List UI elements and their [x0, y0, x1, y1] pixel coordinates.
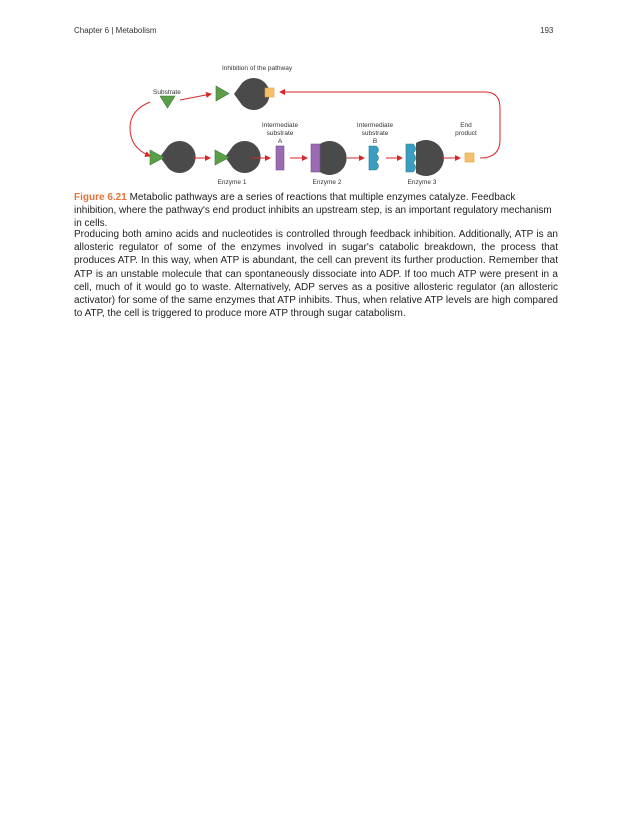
substrate-bound-1 — [150, 150, 164, 165]
enzyme-2-label: Enzyme 2 — [312, 179, 342, 186]
intermediate-b-label-2: substrate — [361, 130, 389, 137]
intermediate-b-bound — [406, 144, 416, 172]
pathway-diagram — [0, 0, 630, 200]
enzyme-1a — [160, 141, 196, 173]
enzyme-1-label: Enzyme 1 — [217, 179, 247, 186]
caption-text: Metabolic pathways are a series of reactions that multiple enzymes catalyze. Feedback inhibition, where the pathway's end product inhibits an upstream step, is an important regulatory mechanism in cells. — [74, 192, 552, 229]
arrow-substrate-to-enzyme1 — [130, 102, 150, 156]
end-product-label-2: product — [455, 130, 477, 137]
substrate-bound-2 — [215, 150, 229, 165]
intermediate-b — [369, 146, 379, 170]
enzyme-3 — [416, 140, 444, 176]
intermediate-a-bound — [311, 144, 320, 172]
substrate-label: Substrate — [153, 89, 181, 96]
metabolic-pathway-figure — [0, 0, 630, 200]
figure-label: Figure 6.21 — [74, 192, 127, 203]
intermediate-a — [276, 146, 284, 170]
inhibited-enzyme — [234, 78, 270, 110]
substrate-blocked — [216, 86, 229, 101]
end-product-label-1: End — [460, 122, 472, 129]
body-paragraph: Producing both amino acids and nucleotides is controlled through feedback inhibition. Additionally, ATP is an allosteric regulator of some of the enzymes involved in sugar's catabolic breakdown, the process that produces ATP. In this way, when ATP is abundant, the cell can prevent its further production. Remember that ATP is an unstable molecule that can spontaneously dissociate into ADP. If too much ATP were present in a cell, much of it would go to waste. Alternatively, ADP serves as a positive allosteric regulator (an allosteric activator) for some of the same enzymes that ATP inhibits. Thus, when relative ATP levels are high compared to ATP, the cell is triggered to produce more ATP through sugar catabolism. — [74, 229, 558, 320]
inhibition-label: Inhibition of the pathway — [222, 65, 293, 72]
figure-caption — [74, 191, 558, 230]
intermediate-b-label-3: B — [372, 138, 378, 145]
end-product — [465, 153, 474, 162]
enzyme-3-label: Enzyme 3 — [407, 179, 437, 186]
page-number: 193 — [540, 26, 554, 35]
enzyme-1b — [225, 141, 261, 173]
bound-end-product — [265, 88, 274, 97]
intermediate-b-label-1: Intermediate — [356, 122, 394, 129]
intermediate-a-label-3: A — [277, 138, 283, 145]
enzyme-2 — [320, 141, 347, 175]
running-header: Chapter 6 | Metabolism — [74, 26, 157, 35]
substrate-triangle — [160, 96, 175, 108]
intermediate-a-label-1: Intermediate — [261, 122, 299, 129]
intermediate-a-label-2: substrate — [266, 130, 294, 137]
arrow-substrate-to-inhibited — [180, 94, 211, 100]
